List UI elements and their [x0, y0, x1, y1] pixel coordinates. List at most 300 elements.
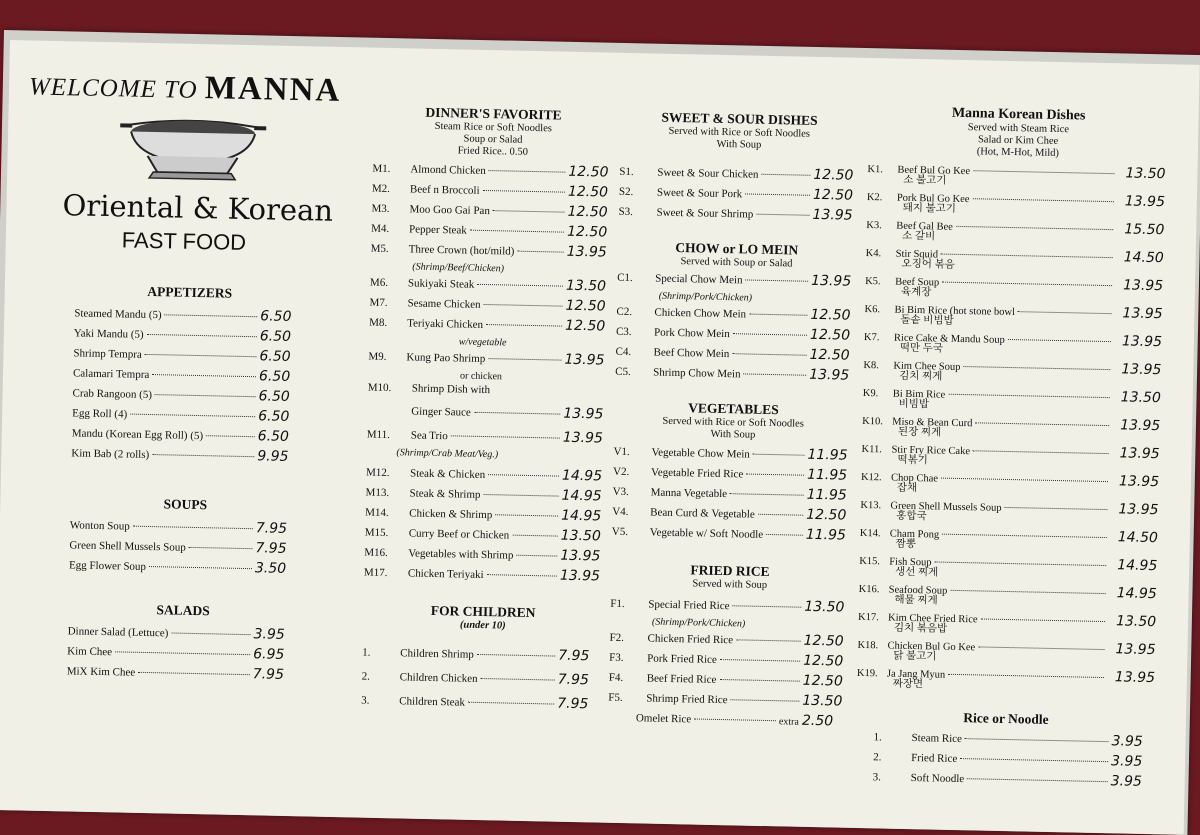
item-price: 13.95 — [1115, 641, 1156, 659]
column-2 — [361, 104, 614, 717]
item-name: Stir Squid — [895, 248, 939, 261]
item-name: Shrimp Fried Rice — [646, 692, 728, 707]
leader-dots — [749, 314, 807, 316]
item-price: 2.50 — [801, 712, 834, 730]
item-price: 12.50 — [568, 163, 609, 181]
item-name: Curry Beef or Chicken — [408, 527, 510, 542]
item-name: Fish Soup — [889, 556, 932, 569]
item-korean-name: 잡채 — [896, 482, 918, 495]
leader-dots — [206, 435, 255, 437]
leader-dots — [720, 659, 800, 662]
item-price: 12.50 — [567, 183, 609, 201]
item-code: K5. — [865, 275, 881, 288]
leader-dots — [516, 555, 557, 557]
menu-item — [362, 644, 602, 669]
leader-dots — [963, 366, 1110, 370]
section-title: FRIED RICE — [690, 562, 770, 580]
leader-dots — [942, 534, 1107, 538]
item-price: 13.95 — [1119, 445, 1160, 463]
item-code: K1. — [867, 163, 884, 176]
leader-dots — [488, 474, 559, 476]
item-name: Cham Pong — [889, 528, 940, 541]
menu-item — [67, 662, 297, 687]
item-code: K11. — [861, 443, 883, 456]
item-name: Sweet & Sour Pork — [656, 186, 743, 201]
leader-dots — [733, 333, 807, 336]
menu-item — [362, 668, 602, 693]
item-price: 6.50 — [257, 428, 290, 445]
item-name: Beef n Broccoli — [409, 183, 480, 197]
item-name: Sweet & Sour Chicken — [657, 166, 759, 181]
section-subtitle: Served with Rice or Soft Noodles — [662, 415, 804, 430]
leader-dots — [477, 654, 555, 657]
item-name: Calamari Tempra — [72, 367, 150, 381]
leader-dots — [517, 251, 563, 253]
item-price: 11.95 — [806, 466, 848, 484]
item-price: 12.50 — [567, 203, 608, 221]
leader-dots — [484, 304, 563, 307]
leader-dots — [733, 605, 802, 607]
item-korean-name: 닭 불고기 — [893, 650, 937, 663]
leader-dots — [470, 230, 564, 233]
item-code: K15. — [859, 555, 881, 568]
item-price: 13.50 — [1120, 389, 1162, 407]
leader-dots — [115, 651, 250, 655]
leader-dots — [694, 718, 776, 721]
column-4 — [855, 104, 1169, 794]
item-price: 7.95 — [255, 520, 288, 537]
item-price: 6.50 — [258, 388, 290, 405]
item-price: 13.95 — [562, 429, 604, 447]
item-price: 13.95 — [1121, 333, 1163, 351]
item-code: M4. — [371, 222, 390, 235]
item-price: 13.95 — [1124, 193, 1166, 211]
item-price: 14.95 — [1117, 557, 1158, 575]
item-name: MiX Kim Chee — [66, 665, 136, 679]
item-price: 15.50 — [1124, 221, 1165, 239]
leader-dots — [138, 672, 250, 675]
item-code: M6. — [369, 276, 389, 289]
item-price: 13.95 — [1122, 305, 1163, 323]
item-price: 13.50 — [565, 277, 607, 295]
item-name: Kim Chee — [67, 645, 113, 659]
item-code: S1. — [619, 165, 634, 179]
section-subtitle: With Soup — [716, 138, 762, 151]
item-price: 14.50 — [1123, 249, 1164, 267]
item-code: F4. — [608, 671, 624, 684]
section-subtitle: (under 10) — [459, 619, 506, 632]
item-name: Kim Chee Soup — [893, 360, 961, 373]
item-name: Beef Soup — [895, 276, 940, 289]
leader-dots — [719, 679, 799, 682]
item-name: Beef Gal Bee — [896, 220, 953, 233]
leader-dots — [732, 353, 806, 356]
section-subtitle: With Soup — [710, 428, 756, 441]
leader-dots — [766, 534, 803, 536]
item-price: 9.95 — [257, 448, 289, 465]
item-code: S3. — [618, 205, 634, 219]
item-code: M15. — [364, 526, 389, 540]
item-name: Sesame Chicken — [407, 297, 481, 311]
item-code: K17. — [857, 611, 879, 624]
section-title: APPETIZERS — [147, 283, 233, 301]
item-price: 12.50 — [812, 186, 854, 204]
item-code: 2. — [361, 670, 371, 683]
item-price: 12.50 — [565, 297, 606, 315]
section-subtitle: Fried Rice.. 0.50 — [457, 145, 529, 158]
item-name: Children Shrimp — [400, 647, 474, 661]
leader-dots — [486, 324, 562, 327]
item-korean-name: 돼지 불고기 — [902, 202, 957, 215]
item-name: Bean Curd & Vegetable — [650, 506, 755, 521]
item-code: K4. — [865, 247, 882, 260]
item-price: 11.95 — [805, 526, 847, 544]
leader-dots — [756, 214, 809, 216]
item-note: or chicken — [459, 370, 503, 383]
item-name: Manna Vegetable — [650, 486, 728, 501]
leader-dots — [935, 561, 1107, 566]
section-title: SWEET & SOUR DISHES — [661, 109, 818, 128]
item-code: 3. — [361, 694, 370, 707]
menu-card — [0, 40, 1200, 835]
leader-dots — [973, 170, 1114, 174]
item-code: M3. — [371, 202, 390, 215]
item-code: C4. — [615, 345, 632, 359]
item-price: 13.50 — [802, 692, 843, 710]
item-name: Seafood Soup — [888, 584, 948, 597]
item-price: 3.95 — [1110, 773, 1143, 790]
section-title: Manna Korean Dishes — [951, 105, 1086, 124]
item-price: 13.95 — [564, 351, 605, 369]
leader-dots — [942, 282, 1112, 287]
leader-dots — [495, 514, 558, 516]
item-code: 2. — [873, 751, 882, 764]
item-name: Chicken Fried Rice — [647, 632, 734, 647]
item-code: M12. — [365, 466, 390, 480]
item-code: M1. — [372, 162, 391, 175]
leader-dots — [451, 435, 560, 438]
bowl-icon — [117, 109, 268, 184]
leader-dots — [483, 190, 565, 193]
leader-dots — [477, 284, 563, 287]
item-name: Green Shell Mussels Soup — [890, 500, 1002, 514]
item-name: Steam Rice — [911, 732, 963, 746]
item-korean-name: 홍합국 — [896, 510, 927, 523]
leader-dots — [978, 646, 1104, 650]
leader-dots — [744, 373, 807, 375]
leader-dots — [474, 412, 560, 415]
item-name: Children Steak — [399, 695, 466, 709]
section-subtitle: Soup or Salad — [463, 133, 523, 146]
item-korean-name: 비빔밥 — [898, 398, 930, 411]
item-korean-name: 소 갈비 — [901, 230, 936, 243]
item-code: M7. — [369, 296, 388, 309]
item-name: Dinner Salad (Lettuce) — [67, 625, 169, 640]
item-price: 13.95 — [566, 243, 607, 261]
leader-dots — [512, 535, 558, 537]
menu-item — [617, 269, 855, 294]
item-code: F3. — [609, 651, 624, 664]
item-korean-name: 돌솥 비빔밥 — [900, 314, 954, 327]
item-code: V3. — [612, 485, 629, 499]
leader-dots — [973, 450, 1109, 454]
item-name: Sweet & Sour Shrimp — [656, 206, 754, 221]
item-code: K3. — [866, 219, 882, 232]
welcome-text: WELCOME TO — [28, 73, 198, 104]
item-code: F2. — [609, 631, 625, 644]
leader-dots — [171, 633, 250, 636]
item-price: 12.50 — [802, 672, 844, 690]
item-note: (Shrimp/Pork/Chicken) — [651, 616, 746, 630]
item-code: K16. — [858, 583, 880, 596]
section-subtitle: Salad or Kim Chee — [977, 134, 1059, 147]
leader-dots — [155, 394, 256, 397]
item-price: 6.50 — [259, 328, 292, 345]
item-price: 13.95 — [812, 206, 853, 224]
tagline-fast-food: FAST FOOD — [121, 227, 247, 255]
item-name: Moo Goo Gai Pan — [409, 203, 491, 218]
leader-dots — [149, 566, 252, 569]
leader-dots — [731, 699, 800, 701]
item-name: Teriyaki Chicken — [407, 317, 484, 331]
item-code: M14. — [365, 506, 389, 520]
leader-dots — [483, 494, 558, 497]
item-korean-name: 해물 찌게 — [894, 594, 938, 607]
item-price: 13.95 — [1118, 501, 1159, 519]
item-price: 14.50 — [1117, 529, 1159, 547]
item-code: C2. — [616, 305, 633, 319]
leader-dots — [981, 618, 1105, 622]
item-code: K14. — [859, 527, 881, 540]
item-price: 6.50 — [260, 308, 292, 325]
section-subtitle: Served with Soup or Salad — [680, 256, 793, 270]
section-title: Rice or Noodle — [963, 710, 1049, 727]
item-extra-label: extra — [778, 716, 800, 728]
item-price: 12.50 — [809, 326, 851, 344]
item-price: 13.50 — [804, 598, 845, 616]
item-name: Stir Fry Rice Cake — [891, 444, 971, 458]
item-code: M16. — [364, 546, 388, 560]
item-price: 7.95 — [252, 666, 285, 683]
korean-dishes-list — [857, 160, 1168, 698]
leader-dots — [950, 590, 1105, 594]
leader-dots — [965, 738, 1109, 742]
leader-dots — [152, 454, 254, 457]
item-code: S2. — [618, 185, 634, 199]
item-price: 13.95 — [1120, 417, 1161, 435]
item-price: 12.50 — [564, 317, 606, 335]
item-name: Chicken Teriyaki — [407, 567, 484, 582]
item-price: 14.95 — [561, 467, 603, 485]
item-name: Bi Bim Rice (hot stone bowl — [894, 304, 1016, 319]
item-name: Egg Roll (4) — [72, 407, 128, 421]
item-code: M10. — [367, 381, 392, 395]
item-name: Sea Trio — [410, 429, 448, 443]
item-price: 6.50 — [258, 408, 290, 425]
item-price: 3.95 — [253, 626, 285, 643]
item-code: M17. — [363, 566, 388, 580]
item-code: M13. — [365, 486, 390, 500]
leader-dots — [758, 514, 803, 516]
item-name: Three Crown (hot/mild) — [408, 243, 515, 258]
item-name: Beef Bul Go Kee — [897, 164, 971, 178]
item-price: 14.95 — [1116, 585, 1157, 603]
leader-dots — [746, 279, 809, 281]
menu-item — [368, 348, 608, 373]
leader-dots — [1008, 339, 1111, 342]
leader-dots — [941, 478, 1108, 482]
item-code: 3. — [872, 771, 882, 784]
item-name: Ja Jang Myun — [886, 668, 946, 681]
item-code: V4. — [612, 505, 629, 519]
item-code: K2. — [866, 191, 883, 204]
item-price: 11.95 — [807, 446, 848, 464]
leader-dots — [130, 414, 255, 418]
item-korean-name: 생선 찌게 — [894, 566, 939, 579]
item-korean-name: 떡볶기 — [897, 454, 928, 467]
restaurant-name: MANNA — [204, 70, 342, 109]
item-code: K10. — [862, 415, 884, 428]
leader-dots — [1005, 507, 1108, 510]
item-code: M2. — [371, 182, 391, 195]
item-name: Pork Fried Rice — [647, 652, 717, 666]
item-code: M8. — [369, 316, 388, 329]
leader-dots — [960, 758, 1108, 762]
welcome-heading — [29, 66, 370, 110]
item-price: 13.50 — [560, 527, 601, 545]
section-title: CHOW or LO MEIN — [675, 239, 799, 258]
menu-item — [361, 692, 601, 717]
item-name: Fried Rice — [911, 752, 958, 765]
leader-dots — [488, 358, 561, 361]
item-name: Egg Flower Soup — [68, 559, 147, 573]
leader-dots — [147, 334, 257, 337]
item-name: Ginger Sauce — [411, 405, 471, 419]
item-code: 1. — [873, 731, 882, 744]
item-name: Pork Chow Mein — [653, 326, 730, 341]
item-name: Chicken & Shrimp — [409, 507, 493, 522]
item-name: Chicken Bul Go Kee — [887, 640, 976, 654]
item-name: Sukiyaki Steak — [407, 277, 475, 291]
item-code: M5. — [370, 242, 389, 255]
leader-dots — [487, 574, 557, 576]
item-price: 13.95 — [560, 547, 601, 565]
item-price: 13.95 — [1114, 669, 1156, 687]
item-note: (Shrimp/Crab Meat/Veg.) — [396, 447, 499, 461]
item-price: 6.50 — [259, 348, 291, 365]
column-1 — [17, 40, 370, 688]
leader-dots — [133, 526, 253, 530]
item-name: Vegetable Chow Mein — [651, 446, 750, 461]
leader-dots — [948, 394, 1109, 398]
item-price: 6.95 — [253, 646, 285, 663]
item-name: Mandu (Korean Egg Roll) (5) — [71, 427, 204, 443]
item-price: 7.95 — [557, 671, 590, 689]
item-name: Chop Chae — [890, 472, 939, 485]
item-price: 13.95 — [563, 405, 604, 423]
item-name: Kim Bab (2 rolls) — [71, 447, 150, 462]
item-code: M9. — [368, 350, 387, 363]
item-code: K9. — [862, 387, 879, 400]
item-price: 12.50 — [809, 346, 850, 364]
item-name: Steak & Chicken — [409, 467, 486, 482]
item-note: (Shrimp/Pork/Chicken) — [658, 290, 753, 304]
item-price: 13.50 — [1115, 613, 1157, 631]
item-name: Chicken Chow Mein — [654, 306, 747, 321]
column-3 — [608, 109, 859, 734]
item-korean-name: 짬뽕 — [895, 538, 917, 551]
item-note: w/vegetable — [458, 336, 507, 349]
item-code: C1. — [617, 271, 633, 285]
leader-dots — [730, 493, 804, 496]
item-name: Beef Fried Rice — [646, 672, 717, 686]
leader-dots — [746, 474, 804, 476]
item-name: Rice Cake & Mandu Soup — [893, 332, 1005, 346]
item-name: Steamed Mandu (5) — [74, 307, 162, 322]
section-subtitle: (Hot, M-Hot, Mild) — [976, 146, 1060, 159]
leader-dots — [493, 210, 565, 213]
item-price: 13.95 — [1118, 473, 1160, 491]
item-price: 13.95 — [810, 272, 852, 290]
menu-item — [370, 240, 610, 265]
item-price: 6.50 — [258, 368, 291, 385]
menu-item — [369, 314, 609, 339]
leader-dots — [745, 193, 810, 195]
leader-dots — [468, 702, 554, 705]
item-name: Shrimp Dish with — [411, 382, 491, 397]
item-price: 13.95 — [559, 567, 601, 585]
item-korean-name: 오징어 볶음 — [901, 258, 955, 271]
item-name: Kim Chee Fried Rice — [887, 612, 978, 626]
item-price: 13.50 — [1125, 165, 1166, 183]
section-title: SALADS — [156, 602, 210, 619]
item-price: 11.95 — [806, 486, 847, 504]
item-code: K6. — [864, 303, 881, 316]
item-price: 12.50 — [813, 166, 854, 184]
item-code: V5. — [611, 525, 629, 539]
item-price: 12.50 — [803, 652, 844, 670]
item-name: Bi Bim Rice — [892, 388, 946, 401]
item-name: Almond Chicken — [410, 163, 486, 177]
item-korean-name: 육계장 — [900, 286, 932, 299]
item-code: V1. — [613, 445, 630, 459]
item-code: C3. — [615, 325, 632, 339]
item-price: 3.95 — [1110, 753, 1143, 770]
item-name: Special Fried Rice — [648, 598, 730, 613]
item-code: V2. — [612, 465, 630, 479]
item-code: K19. — [856, 667, 878, 680]
item-name: Vegetables with Shrimp — [408, 547, 514, 562]
item-name: Pepper Steak — [408, 223, 467, 237]
leader-dots — [165, 314, 258, 317]
leader-dots — [1018, 311, 1112, 314]
item-name: Omelet Rice — [635, 712, 692, 726]
item-price: 13.95 — [1122, 277, 1164, 295]
section-subtitle: Served with Soup — [692, 578, 768, 591]
item-korean-name: 김치 찌게 — [899, 370, 943, 383]
section-title: SOUPS — [163, 496, 208, 513]
item-name: Steak & Shrimp — [409, 487, 481, 501]
item-korean-name: 떡만 두국 — [899, 342, 944, 355]
item-name: Miso & Bean Curd — [892, 416, 973, 430]
item-price: 7.95 — [557, 695, 589, 713]
section-title: DINNER'S FAVORITE — [425, 104, 562, 123]
item-name: Soft Noodle — [910, 772, 965, 786]
leader-dots — [973, 198, 1114, 202]
item-price: 12.50 — [810, 306, 851, 324]
item-price: 14.95 — [561, 487, 602, 505]
leader-dots — [956, 226, 1113, 230]
